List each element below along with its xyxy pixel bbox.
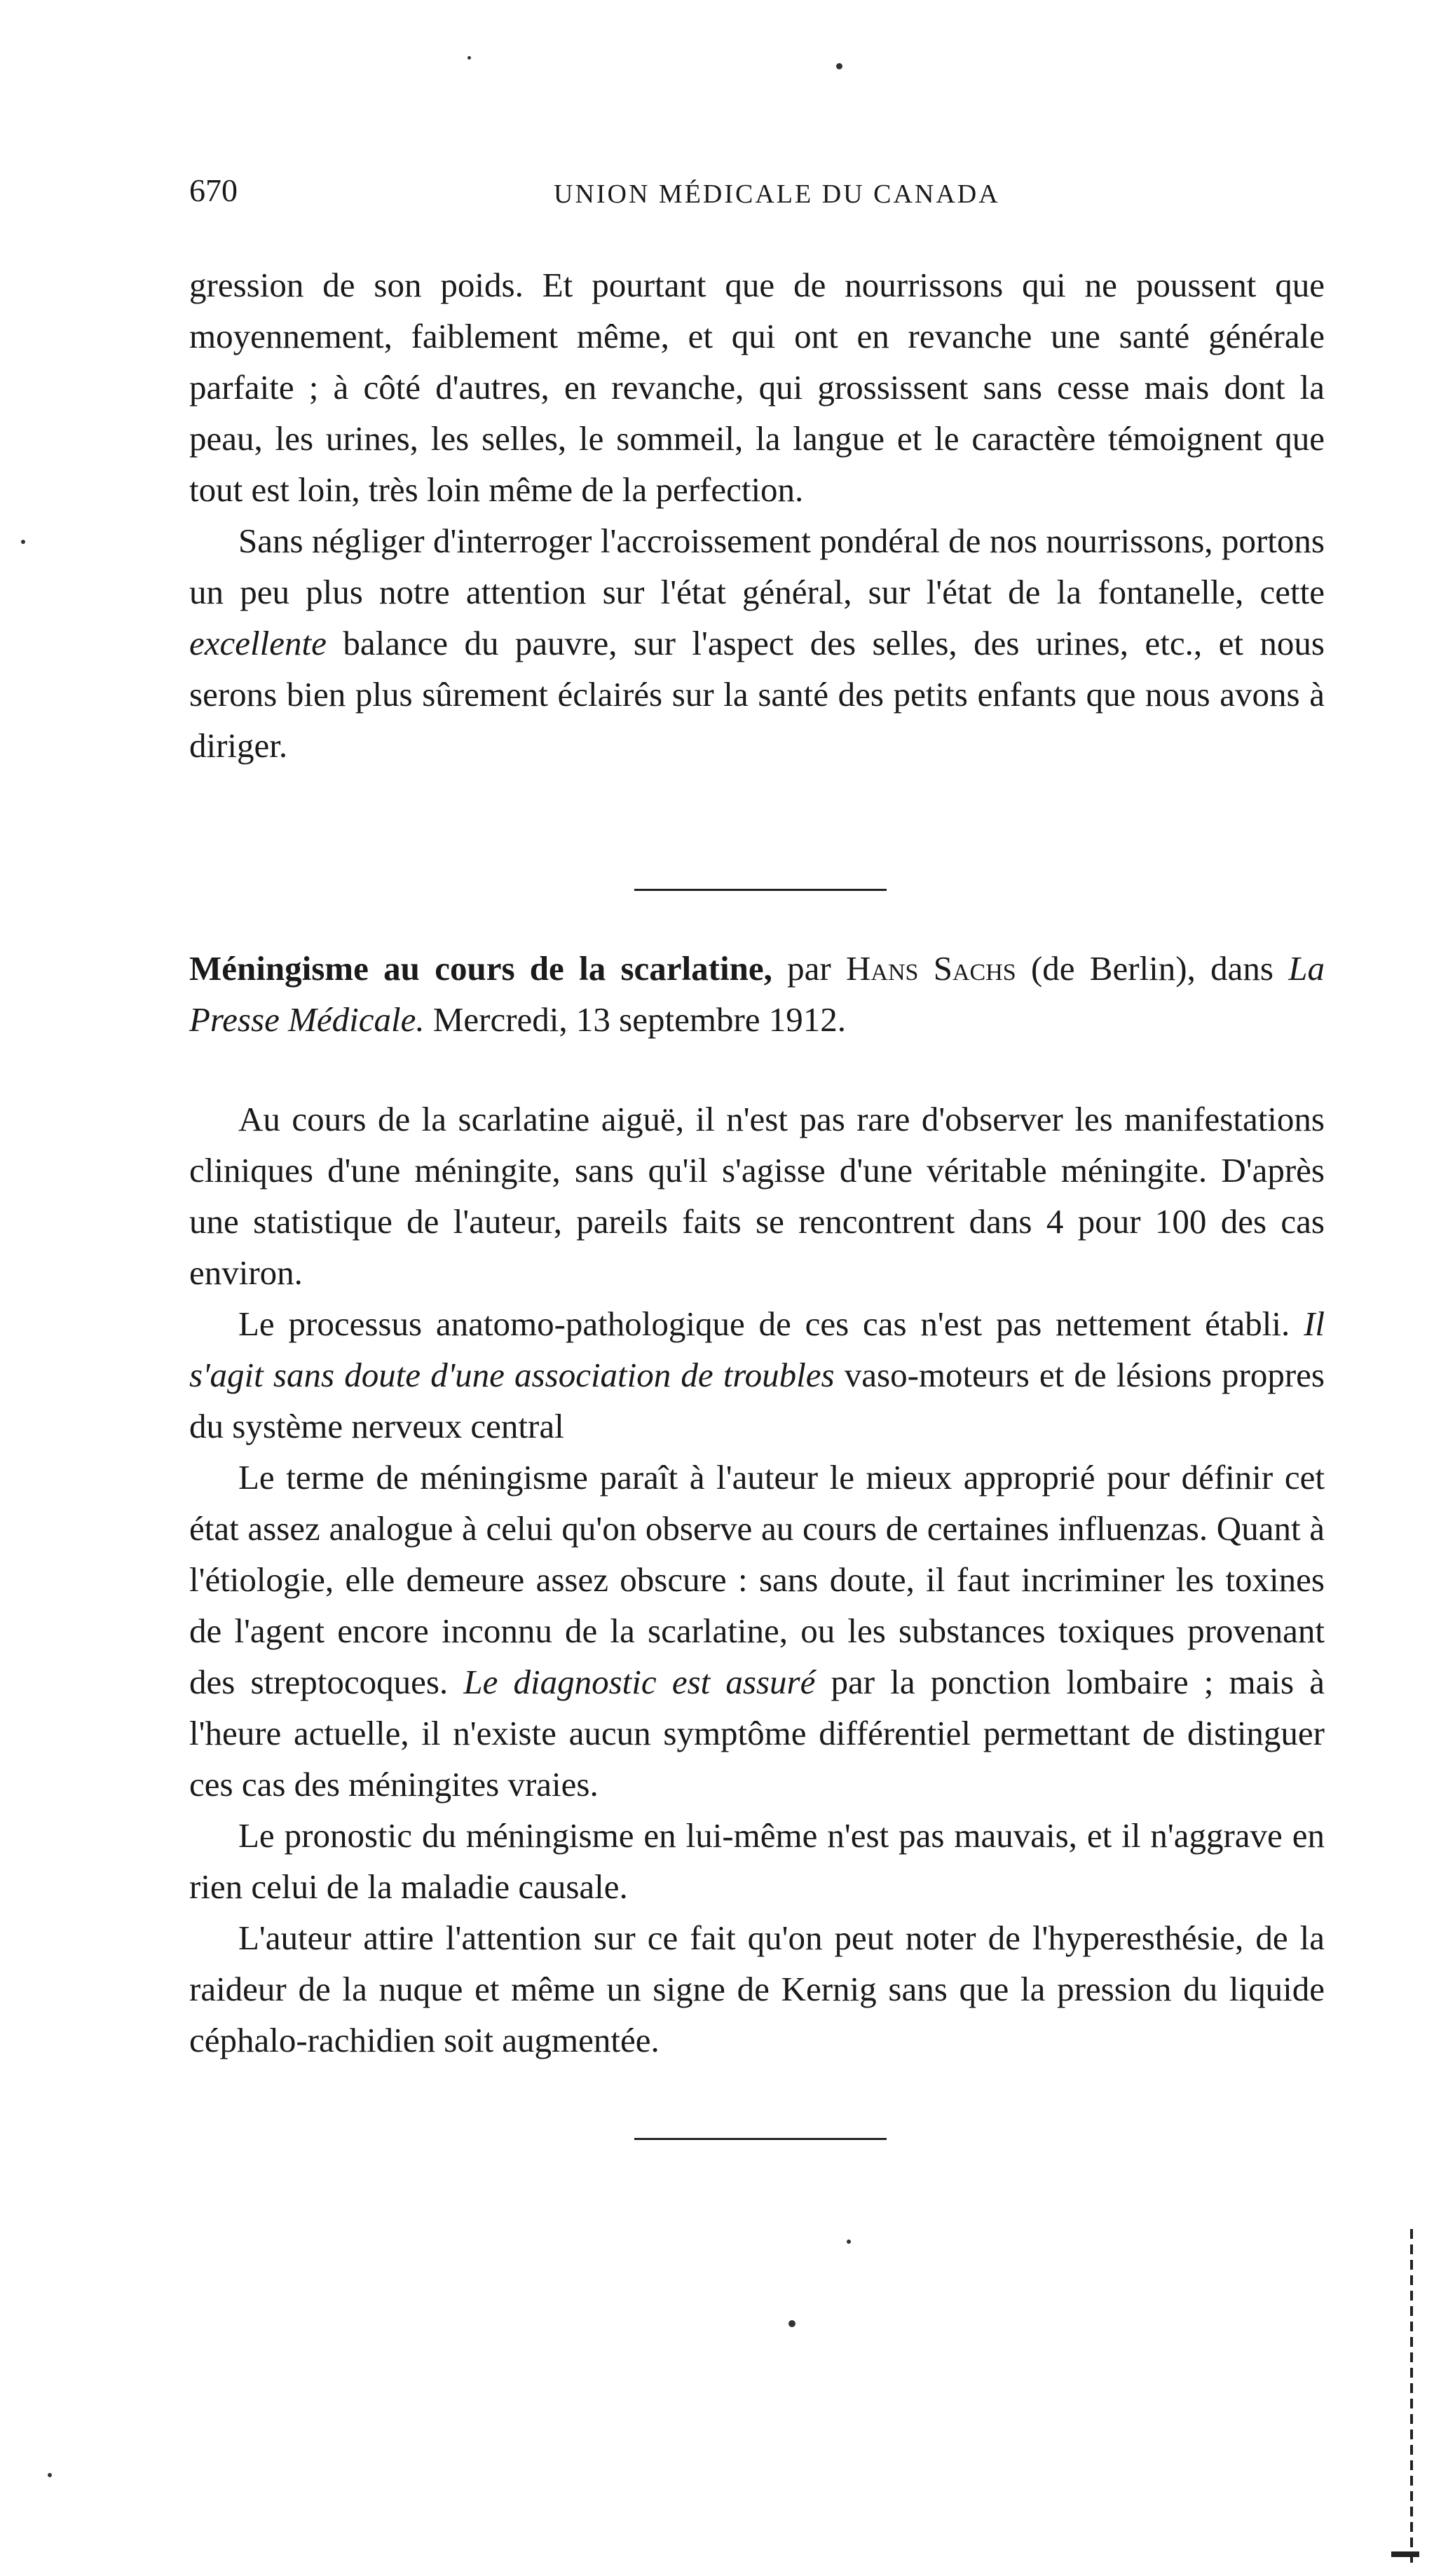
publication-date: Mercredi, 13 septembre 1912. [424,1000,847,1039]
section-divider [634,889,887,891]
section-divider [634,2138,887,2140]
paragraph [189,515,1325,771]
abstract-title [189,943,1325,1045]
paragraph: L'auteur attire l'attention sur ce fait qu'on peut noter de l'hyperesthésie, de la raideur de la nuque et même un signe de Kernig sans que la pression du liquide céphalo-rachidien soit augmentée. [189,1919,1325,2059]
author-place: (de Berlin), dans [1016,949,1289,988]
speck-mark [836,63,842,69]
page-header [189,172,1325,221]
speck-mark [467,56,471,60]
text-run: par [772,949,847,988]
paragraph: Au cours de la scarlatine aiguë, il n'est pas rare d'observer les manifestations cliniques d'une méningite, sans qu'il s'agisse d'une véritable méningite. D'après une statistique de l'auteur, pareils faits se rencontrent dans 4 pour 100 des cas environ. [189,1100,1325,1292]
scan-edge-mark [1391,2551,1419,2557]
paragraph: gression de son poids. Et pourtant que de nourrissons qui ne poussent que moyennement, faiblement même, et qui ont en revanche une santé générale parfaite ; à côté d'autres, en revanche, qui grossissent sans cesse mais dont la peau, les urines, les selles, le sommeil, la langue et le caractère témoignent que tout est loin, très loin même de la perfection. [189,266,1325,509]
emphasis-text: excellente [189,624,327,662]
speck-mark [48,2473,52,2477]
emphasis-text: Le diagnostic est assuré [463,1663,816,1701]
scan-edge-line [1410,2229,1413,2565]
previous-article-end [189,259,1325,771]
text-run: Sans négliger d'interroger l'accroissement pondéral de nos nourrissons, portons un peu plus notre attention sur l'état général, sur l'état de la fontanelle, cette [189,522,1325,611]
text-run: par la ponction lombaire ; mais à l'heure actuelle, il n'existe aucun symptôme différentiel permettant de distinguer ces cas des méningites vraies. [189,1663,1325,1804]
paragraph [189,1452,1325,1810]
running-title: UNION MÉDICALE DU CANADA [554,179,1000,209]
speck-mark [788,2320,795,2327]
text-run: Le terme de méningisme paraît à l'auteur le mieux approprié pour définir cet état assez analogue à celui qu'on observe au cours de certaines influenzas. Quant à l'étiologie, elle demeure assez obscure : sans doute, il faut incriminer les toxines de l'agent encore inconnu de la scarlatine, ou les substances toxiques provenant des streptocoques. [189,1458,1325,1701]
abstract-body [189,1093,1325,2066]
speck-mark [847,2240,851,2244]
speck-mark [21,540,25,544]
paragraph [189,1298,1325,1452]
journal-name: La Presse Médicale. [189,949,1325,1039]
page-number: 670 [189,172,238,208]
text-run: vaso-moteurs et de lésions propres du système nerveux central [189,1356,1325,1445]
author-name: Hans Sachs [846,949,1016,988]
paragraph: Le pronostic du méningisme en lui-même n'est pas mauvais, et il n'aggrave en rien celui de la maladie causale. [189,1816,1325,1906]
article-title: Méningisme au cours de la scarlatine, [189,949,772,988]
text-run: Le processus anatomo-pathologique de ces cas n'est pas nettement établi. [238,1304,1304,1343]
emphasis-text: Il s'agit sans doute d'une association de troubles [189,1304,1325,1394]
text-run: balance du pauvre, sur l'aspect des selles, des urines, etc., et nous serons bien plus sûrement éclairés sur la santé des petits enfants que nous avons à diriger. [189,624,1325,765]
